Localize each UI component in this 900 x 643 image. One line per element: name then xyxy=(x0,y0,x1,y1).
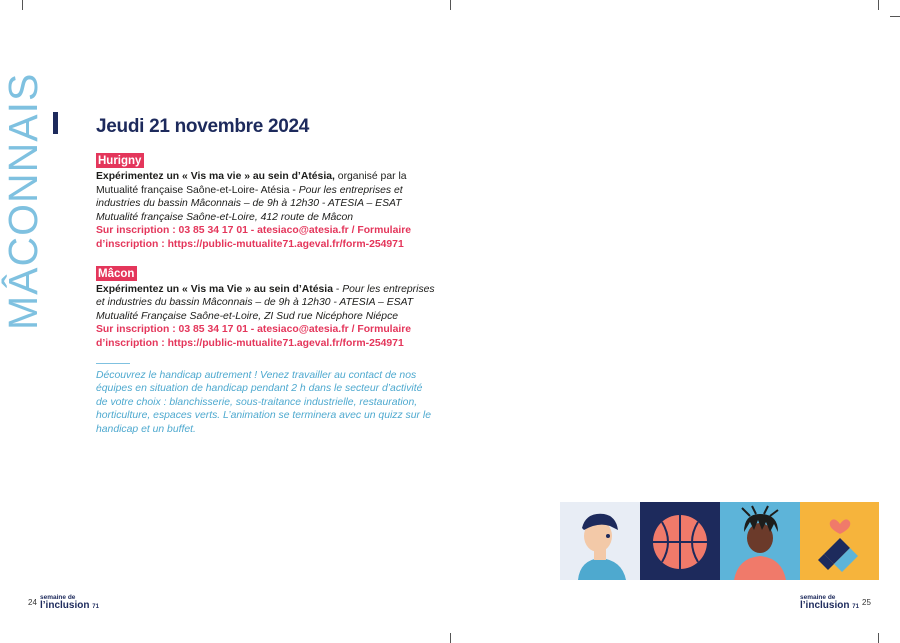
logo-word: l’inclusion xyxy=(800,600,850,611)
inclusion-logo-right xyxy=(800,594,859,611)
crop-mark xyxy=(22,0,23,10)
logo-suffix: 71 xyxy=(92,604,99,610)
event-title: Expérimentez un « Vis ma Vie » au sein d’Atésia xyxy=(96,283,333,295)
date-heading: Jeudi 21 novembre 2024 xyxy=(96,116,310,137)
event-organizer: - xyxy=(332,283,343,295)
region-accent-bar xyxy=(53,112,58,134)
event-organizer: organisé par la Mutualité française Saône-et-Loire- Atésia - xyxy=(96,171,407,196)
logo-line2 xyxy=(40,602,99,611)
region-label: MÂCONNAIS xyxy=(0,72,46,330)
event-details: Pour les entreprises et industries du bassin Mâconnais – de 9h à 12h30 - ATESIA – ESAT Mutualité Française Saône-et-Loire, ZI Sud rue Nicéphore Niépce xyxy=(96,283,435,322)
event-description: Découvrez le handicap autrement ! Venez travailler au contact de nos équipes en situation de handicap pendant 2 h dans le secteur d’activité de votre choix : blanchisserie, sous-traitance industrielle, restauration, horticulture, espaces verts. L’animation se terminera avec un quizz sur le handicap et un buffet. xyxy=(96,369,431,435)
heart-hand-illustration xyxy=(800,502,879,580)
event-signup: Sur inscription : 03 85 34 17 01 - atesiaco@atesia.fr / Formulaire d’inscription : https://public-mutualite71.ageval.fr/form-254971 xyxy=(96,324,412,349)
city-badge: Mâcon xyxy=(96,266,137,281)
logo-line1: semaine de xyxy=(40,594,76,601)
crop-mark xyxy=(890,16,900,17)
logo-suffix: 71 xyxy=(852,604,859,610)
inclusion-logo-left xyxy=(40,594,99,611)
event-text xyxy=(96,283,436,351)
section-divider xyxy=(96,363,130,364)
logo-word: l’inclusion xyxy=(40,600,90,611)
city-badge: Hurigny xyxy=(96,153,144,168)
logo-line2 xyxy=(800,602,859,611)
person-dreadlocks-illustration xyxy=(720,502,800,580)
crop-mark xyxy=(450,0,451,10)
event-title: Expérimentez un « Vis ma vie » au sein d’Atésia, xyxy=(96,171,335,182)
event-text xyxy=(96,170,436,252)
person-cap-illustration xyxy=(560,502,640,580)
event-hurigny xyxy=(96,151,436,252)
logo-line1: semaine de xyxy=(800,594,836,601)
event-macon xyxy=(96,264,436,351)
page-number-right: 25 xyxy=(862,598,871,607)
event-signup: Sur inscription : 03 85 34 17 01 - atesiaco@atesia.fr / Formulaire d’inscription : https://public-mutualite71.ageval.fr/form-254971 xyxy=(96,225,412,250)
basketball-illustration xyxy=(640,502,720,580)
crop-mark xyxy=(450,633,451,643)
crop-mark xyxy=(878,633,879,643)
crop-mark xyxy=(878,0,879,10)
main-content xyxy=(96,116,436,437)
page-number-left: 24 xyxy=(28,598,37,607)
event-details: Pour les entreprises et industries du bassin Mâconnais – de 9h à 12h30 - ATESIA – ESAT Mutualité française Saône-et-Loire, 412 route de Mâcon xyxy=(96,184,403,223)
